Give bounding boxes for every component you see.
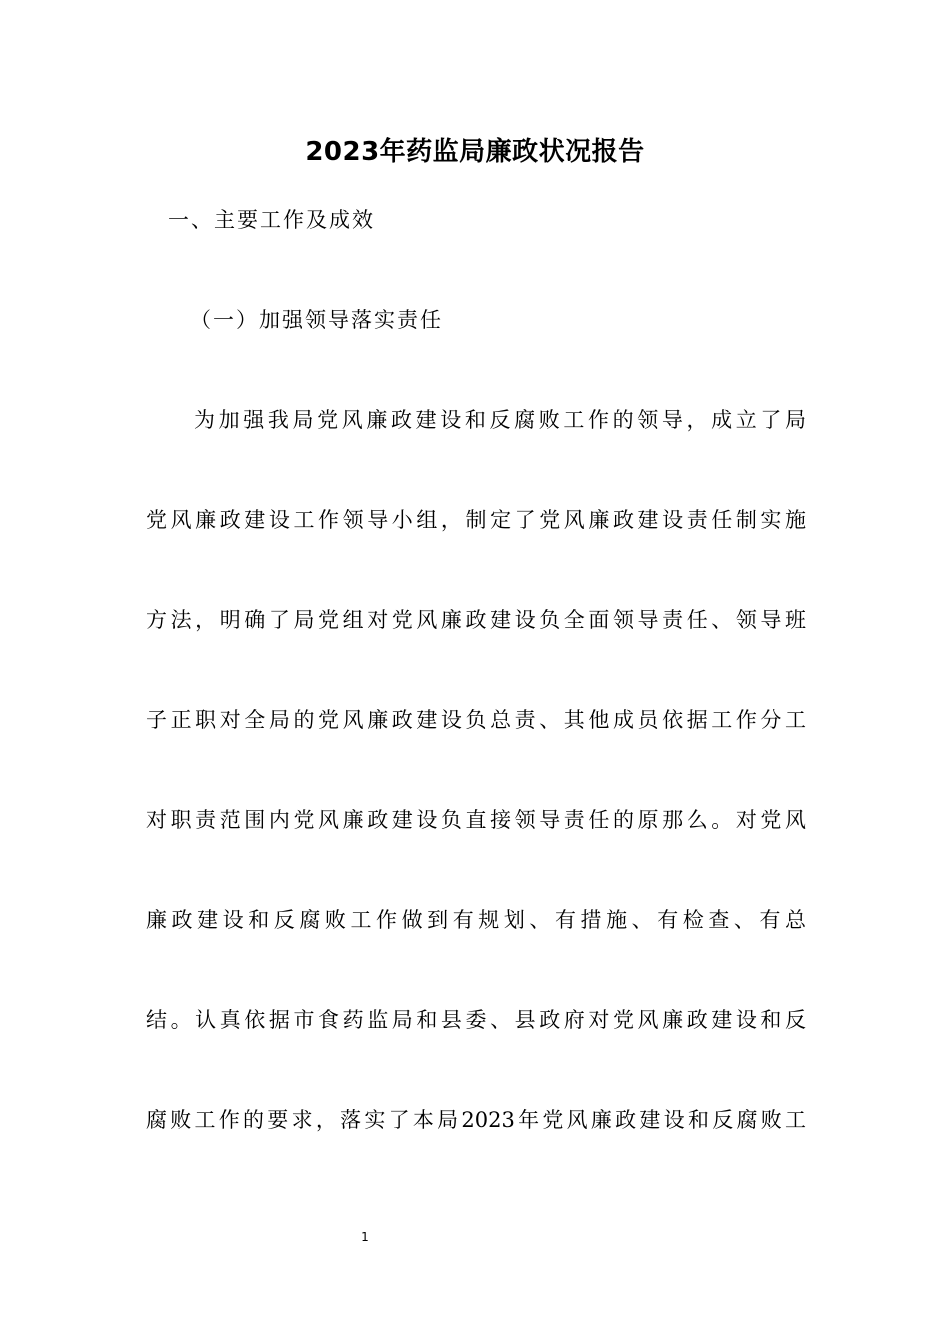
document-title: 2023年药监局廉政状况报告 bbox=[305, 137, 645, 167]
paragraph-line: 为加强我局党风廉政建设和反腐败工作的领导，成立了局 bbox=[194, 408, 806, 432]
paragraph-line: 方法，明确了局党组对党风廉政建设负全面领导责任、领导班 bbox=[146, 608, 806, 632]
paragraph-line: 廉政建设和反腐败工作做到有规划、有措施、有检查、有总 bbox=[146, 908, 806, 932]
page-number: 1 bbox=[361, 1230, 369, 1244]
paragraph-line: 对职责范围内党风廉政建设负直接领导责任的原那么。对党风 bbox=[146, 808, 806, 832]
paragraph-line: 党风廉政建设工作领导小组，制定了党风廉政建设责任制实施 bbox=[146, 508, 806, 532]
paragraph-line: 子正职对全局的党风廉政建设负总责、其他成员依据工作分工 bbox=[146, 708, 806, 732]
paragraph-line: 结。认真依据市食药监局和县委、县政府对党风廉政建设和反 bbox=[146, 1008, 806, 1032]
section-heading: 一、主要工作及成效 bbox=[168, 208, 375, 232]
subsection-heading: （一）加强领导落实责任 bbox=[190, 308, 443, 332]
paragraph-line: 腐败工作的要求，落实了本局2023年党风廉政建设和反腐败工 bbox=[146, 1108, 806, 1132]
